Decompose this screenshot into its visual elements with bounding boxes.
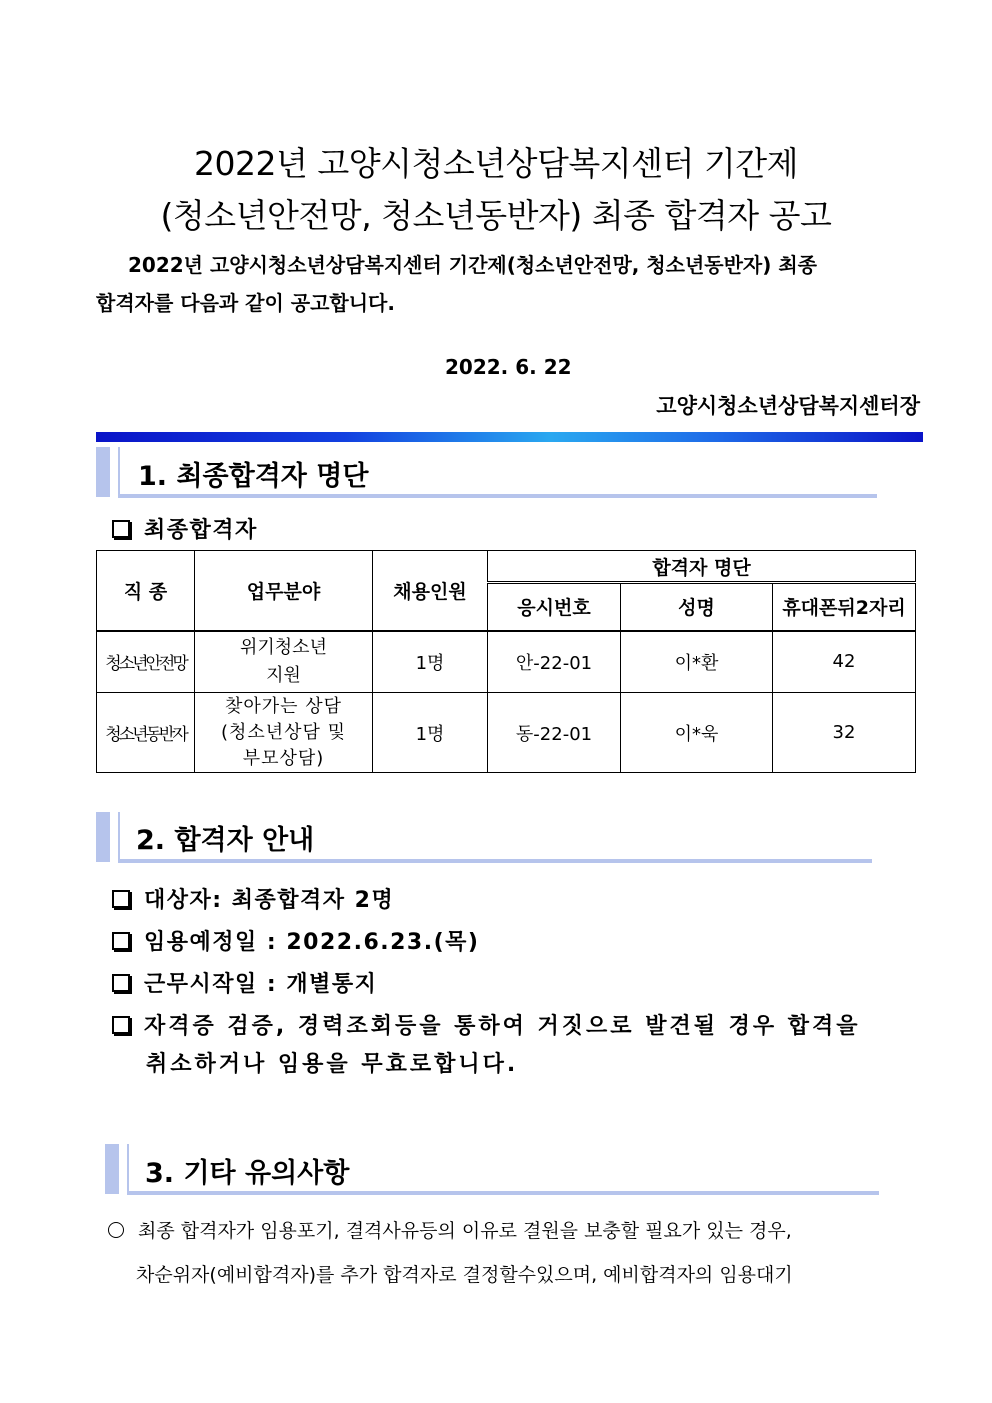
checkbox-square-icon: [112, 890, 130, 908]
cell-count: 1명: [373, 693, 488, 773]
section2-title: 2. 합격자 안내: [136, 825, 315, 856]
checkbox-square-icon: [112, 932, 130, 950]
header-group: 합격자 명단: [488, 551, 916, 583]
section-underline: [118, 494, 877, 498]
organization-name: 고양시청소년상담복지센터장: [656, 394, 920, 418]
intro-line2: 합격자를 다음과 같이 공고합니다.: [96, 291, 395, 315]
section3-title: 3. 기타 유의사항: [145, 1158, 350, 1189]
table-row: [97, 631, 916, 693]
section1-bullet: [112, 513, 258, 544]
cell-field-line: 지원: [266, 664, 301, 686]
cell-exam-no: 안-22-01: [488, 631, 621, 693]
cell-field: [195, 693, 373, 773]
section2-bullet-text: 자격증 검증, 경력조회등을 통하여 거짓으로 발견될 경우 합격을: [144, 1014, 861, 1039]
page-title-line2: (청소년안전망, 청소년동반자) 최종 합격자 공고: [160, 196, 832, 235]
page-title-line1: 2022년 고양시청소년상담복지센터 기간제: [193, 144, 798, 183]
cell-field: [195, 631, 373, 693]
header-exam-no: 응시번호: [488, 583, 621, 631]
section-accent-bar: [96, 447, 110, 497]
cell-field-line: 찾아가는 상담: [224, 695, 343, 717]
cell-count: 1명: [373, 631, 488, 693]
section2-bullet: [112, 967, 377, 998]
header-count: 채용인원: [373, 551, 488, 631]
section2-bullet: [112, 925, 479, 956]
announcement-date: 2022. 6. 22: [445, 355, 572, 379]
section-underline: [127, 1191, 879, 1195]
table-row: [97, 693, 916, 773]
cell-job: 청소년동반자: [105, 725, 186, 745]
section3-note-line2: 차순위자(예비합격자)를 추가 합격자로 결정할수있으며, 예비합격자의 임용대기: [136, 1264, 793, 1286]
cell-name: 이*욱: [621, 693, 773, 773]
intro-paragraph: [96, 246, 896, 322]
section-accent-bar: [105, 1144, 119, 1194]
section1-title: 1. 최종합격자 명단: [138, 461, 369, 492]
section3-note-line1: [108, 1209, 792, 1253]
section3-note-text: 최종 합격자가 임용포기, 결격사유등의 이유로 결원을 보충할 필요가 있는 경우,: [138, 1220, 792, 1242]
cell-job: 청소년안전망: [105, 654, 186, 675]
intro-line1: 2022년 고양시청소년상담복지센터 기간제(청소년안전망, 청소년동반자) 최종: [128, 253, 817, 277]
section2-bullet-continuation: 취소하거나 임용을 무효로합니다.: [146, 1052, 519, 1077]
cell-name: 이*환: [621, 631, 773, 693]
header-name: 성명: [621, 583, 773, 631]
checkbox-square-icon: [112, 1016, 130, 1034]
section-underline: [118, 859, 872, 863]
final-candidates-table: [96, 550, 916, 773]
cell-phone: 42: [773, 631, 916, 693]
section-vertical-line: [127, 1144, 129, 1194]
section2-bullet: [112, 883, 394, 914]
circle-bullet-icon: [108, 1222, 124, 1238]
cell-phone: 32: [773, 693, 916, 773]
section2-bullet-text: 임용예정일 : 2022.6.23.(목): [144, 930, 480, 955]
header-job: 직 종: [97, 551, 195, 631]
section-vertical-line: [118, 447, 120, 497]
cell-field-line: 위기청소년: [240, 636, 327, 658]
header-field: 업무분야: [195, 551, 373, 631]
cell-field-line: 부모상담): [242, 747, 325, 769]
cell-field-line: (청소년상담 및: [220, 721, 347, 743]
section2-bullet: [112, 1009, 861, 1040]
section-accent-bar: [96, 812, 110, 862]
section2-bullet-text: 근무시작일 : 개별통지: [144, 972, 378, 997]
gradient-divider: [96, 432, 923, 442]
cell-exam-no: 동-22-01: [488, 693, 621, 773]
checkbox-square-icon: [112, 520, 130, 538]
section-vertical-line: [118, 812, 120, 862]
header-phone: 휴대폰뒤2자리: [773, 583, 916, 631]
checkbox-square-icon: [112, 974, 130, 992]
section2-bullet-text: 대상자: 최종합격자 2명: [144, 888, 395, 913]
section1-bullet-text: 최종합격자: [144, 518, 258, 543]
